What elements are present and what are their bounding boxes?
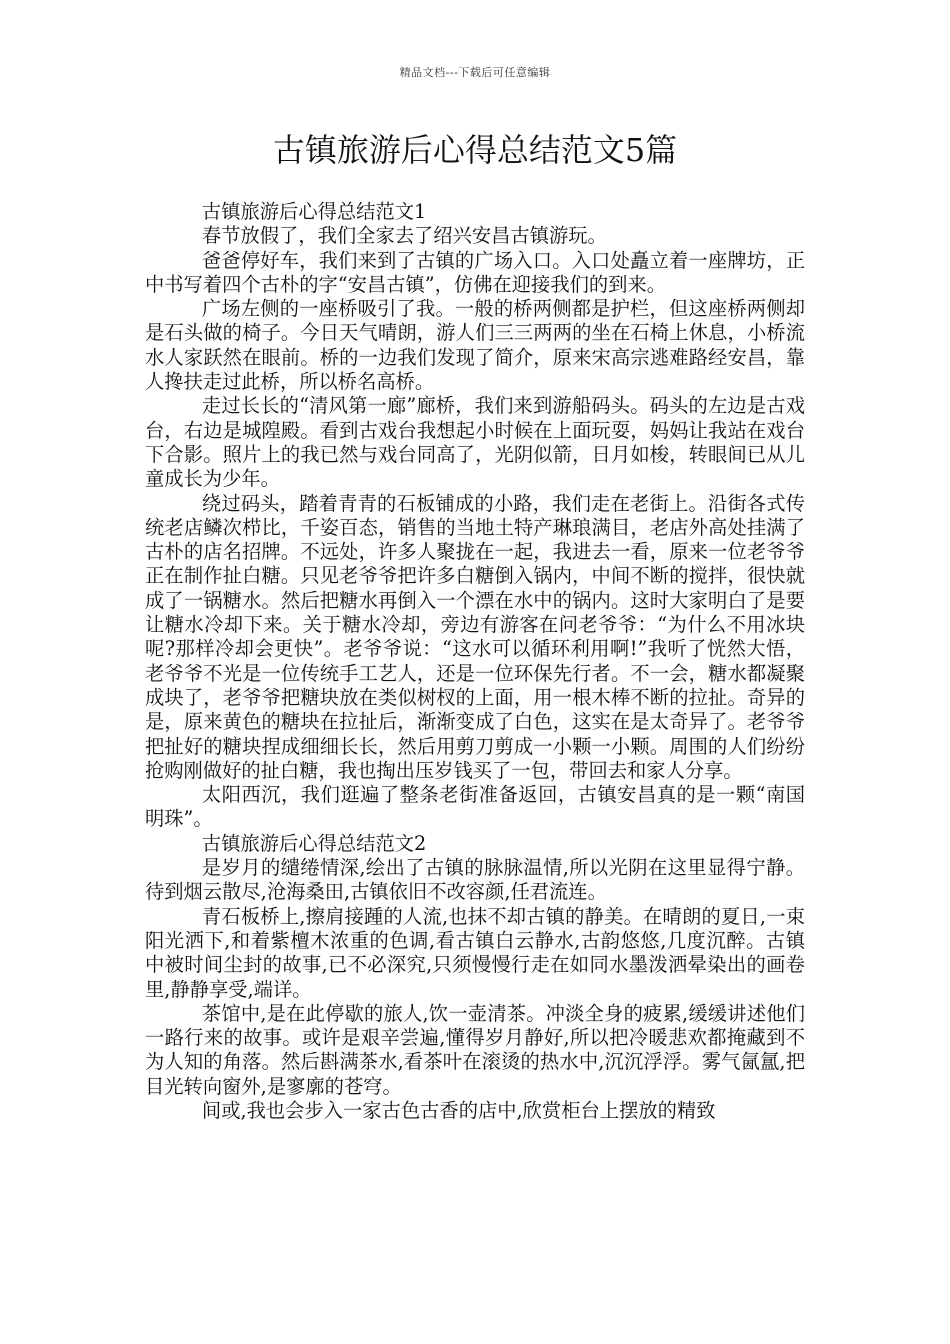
paragraph: 古镇旅游后心得总结范文1: [201, 200, 427, 223]
paragraph: 青石板桥上,擦肩接踵的人流,也抹不却古镇的静美。在晴朗的夏日,一束阳光洒下,和着紫檀木浓重的色调,看古镇白云静水,古韵悠悠,几度沉醉。古镇中被时间尘封的故事,已不必深究,只须慢慢行走在如同水墨泼洒晕染出的画卷里,静静享受,端详。: [145, 904, 805, 1001]
paragraph: 太阳西沉，我们逛遍了整条老街准备返回，古镇安昌真的是一颗“南国明珠”。: [145, 783, 805, 831]
paragraph: 绕过码头，踏着青青的石板铺成的小路，我们走在老街上。沿街各式传统老店鳞次栉比，千姿百态，销售的当地土特产琳琅满目，老店外高处挂满了古朴的店名招牌。不远处，许多人聚拢在一起，我进去一看，原来一位老爷爷正在制作扯白糖。只见老爷爷把许多白糖倒入锅内，中间不断的搅拌，很快就成了一锅糖水。然后把糖水再倒入一个漂在水中的锅内。这时大家明白了是要让糖水冷却下来。关于糖水冷却，旁边有游客在问老爷爷：“为什么不用冰块呢?那样冷却会更快”。老爷爷说：“这水可以循环利用啊!”我听了恍然大悟，老爷爷不光是一位传统手工艺人，还是一位环保先行者。不一会，糖水都凝聚成块了，老爷爷把糖块放在类似树杈的上面，用一根木棒不断的拉扯。奇异的是，原来黄色的糖块在拉扯后，渐渐变成了白色，这实在是太奇异了。老爷爷把扯好的糖块捏成细细长长，然后用剪刀剪成一小颗一小颗。周围的人们纷纷抢购刚做好的扯白糖，我也掏出压岁钱买了一包，带回去和家人分享。: [145, 491, 805, 782]
paragraph: 古镇旅游后心得总结范文2: [201, 831, 427, 855]
paragraph: 间或,我也会步入一家古色古香的店中,欣赏柜台上摆放的精致: [201, 1098, 716, 1122]
paragraph: 广场左侧的一座桥吸引了我。一般的桥两侧都是护栏，但这座桥两侧却是石头做的椅子。今日天气晴朗，游人们三三两两的坐在石椅上休息，小桥流水人家跃然在眼前。桥的一边我们发现了简介，原来宋高宗逃难路经安昌，靠人搀扶走过此桥，所以桥名高桥。: [145, 297, 805, 394]
paragraph: 走过长长的“清风第一廊”廊桥，我们来到游船码头。码头的左边是古戏台，右边是城隍殿。看到古戏台我想起小时候在上面玩耍，妈妈让我站在戏台下合影。照片上的我已然与戏台同高了，光阴似箭，日月如梭，转眼间已从儿童成长为少年。: [145, 394, 805, 491]
paragraph: 春节放假了，我们全家去了绍兴安昌古镇游玩。: [201, 224, 607, 248]
header-note: 精品文档---下载后可任意编辑: [399, 66, 551, 79]
document-title: 古镇旅游后心得总结范文5篇: [272, 131, 678, 169]
paragraph: 茶馆中,是在此停歇的旅人,饮一壶清茶。冲淡全身的疲累,缓缓讲述他们一路行来的故事。或许是艰辛尝遍,懂得岁月静好,所以把冷暖悲欢都掩藏到不为人知的角落。然后斟满茶水,看茶叶在滚烫的热水中,沉沉浮浮。雾气氤氲,把目光转向窗外,是寥廓的苍穹。: [145, 1001, 805, 1098]
document-body: [145, 200, 805, 1123]
paragraph: 是岁月的缱绻情深,绘出了古镇的脉脉温情,所以光阴在这里显得宁静。待到烟云散尽,沧海桑田,古镇依旧不改容颜,任君流连。: [145, 856, 805, 904]
paragraph: 爸爸停好车，我们来到了古镇的广场入口。入口处矗立着一座牌坊，正中书写着四个古朴的字“安昌古镇”，仿佛在迎接我们的到来。: [145, 248, 805, 296]
